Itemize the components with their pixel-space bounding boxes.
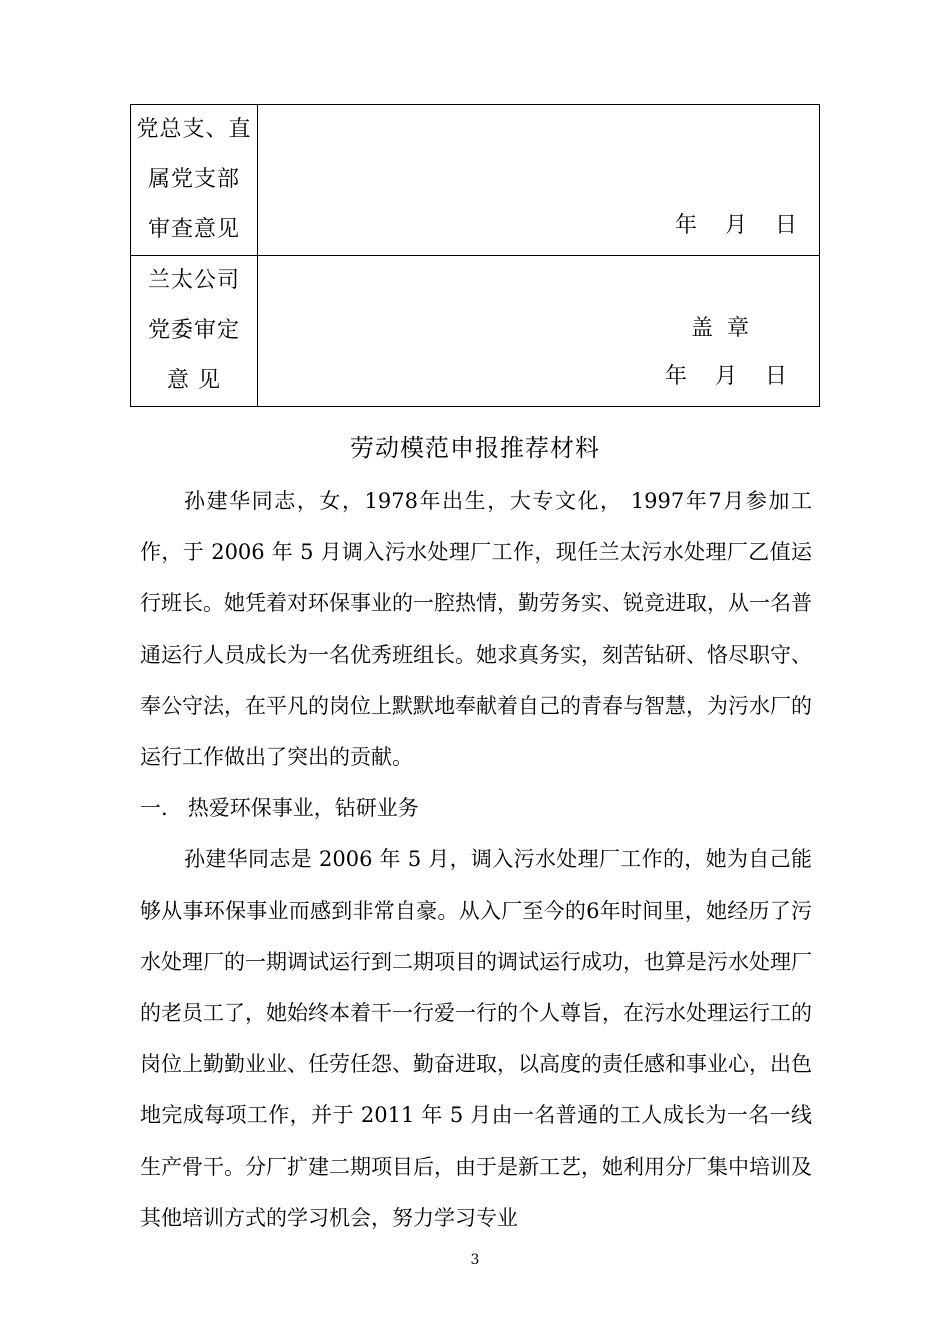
label-line: 审查意见 [147,217,240,242]
date-line: 年 月 日 [665,364,787,389]
intro-paragraph: 孙建华同志，女，1978年出生，大专文化， 1997年7月参加工作，于 2006 年 5 月调入污水处理厂工作，现任兰太污水处理厂乙值运行班长。她凭着对环保事业的一腔热情，勤劳务实、锐竞进取，从一名普通运行人员成长为一名优秀班组长。她求真务实，刻苦钻研、恪尽职守、奉公守法，在平凡的岗位上默默地奉献着自己的青春与智慧，为污水厂的运行工作做出了突出的贡献。 [140,489,812,770]
label-line: 党委审定 [147,318,240,343]
label-line: 意 见 [167,368,221,393]
branch-review-label [131,105,258,256]
section-paragraph: 孙建华同志是 2006 年 5 月，调入污水处理厂工作的，她为自己能够从事环保事业而感到非常自豪。从入厂至今的6年时间里，她经历了污水处理厂的一期调试运行到二期项目的调试运行成功，也算是污水处理厂的老员工了，她始终本着干一行爱一行的个人尊旨，在污水处理运行工的岗位上勤勤业业、任劳任怨、勤奋进取，以高度的责任感和事业心，出色地完成每项工作，并于 2011 年 5 月由一名普通的工人成长为一名一线生产骨干。分厂扩建二期项目后，由于是新工艺，她利用分厂集中培训及其他培训方式的学习机会，努力学习专业 [140,847,812,1230]
label-line: 兰太公司 [147,268,240,293]
table-row-committee-approval [131,256,820,407]
committee-approval-opinion-cell [258,256,820,407]
label-line: 党总支、直 [136,117,252,142]
approval-table [130,104,820,407]
committee-approval-label [131,256,258,407]
date-line: 年 月 日 [675,213,797,238]
branch-review-opinion-cell [258,105,820,256]
document-body [140,476,812,1244]
label-line: 属党支部 [147,167,240,192]
document-title: 劳动模范申报推荐材料 [350,434,600,462]
table-row-branch-review [131,105,820,256]
page-number: 3 [470,1252,480,1268]
section-heading: 一. 热爱环保事业，钻研业务 [140,796,419,821]
seal-label: 盖 章 [691,316,749,341]
